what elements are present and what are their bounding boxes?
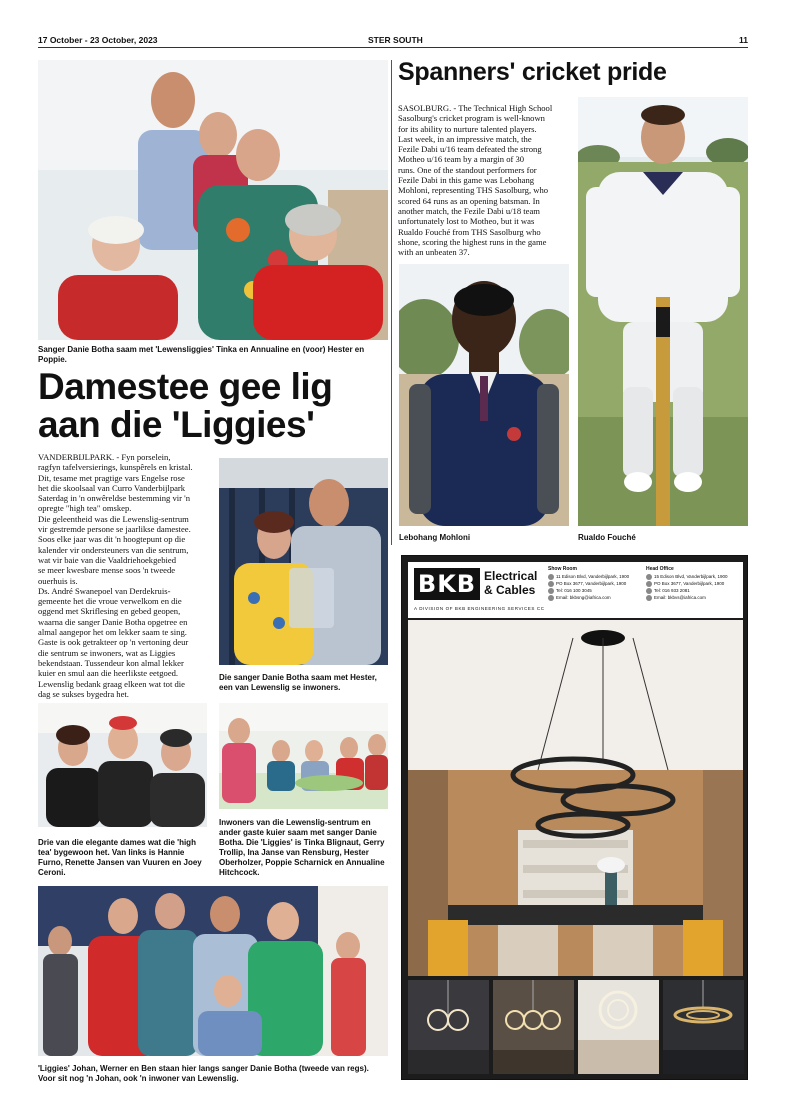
photo-singer-with-liggies bbox=[38, 60, 388, 340]
ad-header bbox=[408, 562, 743, 618]
body-line: Motheo u/16 team by a margin of 30 bbox=[398, 154, 525, 165]
bkb-advert[interactable] bbox=[401, 555, 748, 1080]
header-rule bbox=[38, 47, 748, 48]
photo1-caption: Sanger Danie Botha saam met 'Lewensliggies' Tinka en Annualine en (voor) Hester en Poppie. bbox=[38, 345, 365, 364]
location-icon bbox=[646, 574, 652, 580]
headline-line-1: Damestee gee lig bbox=[38, 366, 333, 407]
column-divider bbox=[391, 60, 392, 545]
body-line: waarna die sanger Danie Botha opgetree en bbox=[38, 616, 188, 627]
body-line: dag se sukses bygedra het. bbox=[38, 688, 129, 699]
body-line: unfortunately lost to Motheo, but it was bbox=[398, 216, 535, 227]
show-room-heading: Show Room bbox=[548, 566, 577, 572]
ad-thumb-pendant-4 bbox=[663, 980, 744, 1074]
body-line: Fezile Dabi in this game was Lebohang bbox=[398, 175, 535, 186]
show-room-email: Email: bkbsng@iafrica.com bbox=[556, 595, 611, 600]
body-line: Last week, in an impressive match, the bbox=[398, 133, 532, 144]
bkb-logo: BKB bbox=[414, 568, 480, 600]
show-room-po-box: PO Box 3677, Vanderbijlpark, 1900 bbox=[556, 581, 627, 586]
caption-lebohang: Lebohang Mohloni bbox=[399, 533, 471, 542]
body-line: Die geleentheid was die Lewenslig-sentrum bbox=[38, 513, 189, 524]
body-line: Sasolburg's cricket program is well-known bbox=[398, 113, 545, 124]
body-line: die sentrum se inwoners, wat as Liggies bbox=[38, 647, 176, 658]
ad-division: A DIVISION OF BKB ENGINEERING SERVICES CC bbox=[414, 606, 545, 611]
body-line: another match, the Fezile Dabi u/18 team bbox=[398, 205, 540, 216]
caption-rualdo: Rualdo Fouché bbox=[578, 533, 636, 542]
body-line: shone, scoring the highest runs in the game bbox=[398, 236, 547, 247]
mail-icon bbox=[548, 581, 554, 587]
body-line: runs. One of the standout performers for bbox=[398, 164, 537, 175]
page-number: 11 bbox=[739, 35, 748, 45]
phone-icon bbox=[548, 588, 554, 594]
email-icon bbox=[548, 595, 554, 601]
body-line: almal aangepor het om lekker saam te sing. bbox=[38, 627, 187, 638]
body-line: for its ability to nurture talented players. bbox=[398, 123, 537, 134]
cricket-headline: Spanners' cricket pride bbox=[398, 58, 667, 86]
photo4-caption: Inwoners van die Lewenslig-sentrum en ander gaste kuier saam met sanger Danie Botha. Die 'Liggies' is Tinka Blignaut, Gerry Trollip, Ina Janse van Rensburg, Hester Oberholzer, Poppie Scharnick en Annualine Hitchcock. bbox=[219, 818, 385, 877]
head-office-address: 15 Edison Blvd, Vanderbijlpark, 1900 bbox=[654, 574, 728, 579]
body-line: with an unbeaten 37. bbox=[398, 247, 470, 258]
body-line: het die skoolsaal van Curro Vanderbijlpark bbox=[38, 482, 186, 493]
body-line: se meer kwesbare mense soos 'n tweede bbox=[38, 565, 176, 576]
photo-lebohang-mohloni bbox=[399, 264, 569, 526]
brand-line-2: & Cables bbox=[484, 583, 536, 597]
ad-thumb-pendant-1 bbox=[408, 980, 489, 1074]
ad-main-image-dining-room bbox=[408, 620, 743, 976]
photo3-caption: Drie van die elegante dames wat die 'high tea' bygewoon het. Van links is Hannie Furno, Renette Jansen van Vuuren en Joey Ceroni. bbox=[38, 838, 202, 877]
phone-icon bbox=[646, 588, 652, 594]
head-office-contact bbox=[646, 566, 738, 601]
body-line: bekendstaan. Tussendeur kon almal lekker bbox=[38, 657, 184, 668]
show-room-contact bbox=[548, 566, 640, 601]
body-line: Saterdag in 'n onwêreldse bestemming vir 'n bbox=[38, 493, 191, 504]
page-header bbox=[38, 35, 748, 47]
head-office-email: Email: bkbvs@iafrica.com bbox=[654, 595, 706, 600]
headline-line-2: aan die 'Liggies' bbox=[38, 404, 315, 445]
head-office-heading: Head Office bbox=[646, 566, 674, 572]
body-line: ragfyn tafelversierings, kunspêrels en kristal. bbox=[38, 462, 193, 473]
body-line: Mohloni, representing THS Sasolburg, who bbox=[398, 185, 549, 196]
ad-brand-name bbox=[484, 569, 537, 597]
photo-rualdo-fouche bbox=[578, 97, 748, 526]
body-line: kuier en smul aan die heerlikste eetgoed. bbox=[38, 668, 179, 679]
publication-name: STER SOUTH bbox=[368, 35, 423, 45]
mail-icon bbox=[646, 581, 652, 587]
email-icon bbox=[646, 595, 652, 601]
photo-liggies-men-with-singer bbox=[38, 886, 388, 1056]
head-office-po-box: PO Box 3677, Vanderbijlpark, 1900 bbox=[654, 581, 725, 586]
body-line: gemeente het die vroue verwelkom en die bbox=[38, 596, 182, 607]
photo2-caption: Die sanger Danie Botha saam met Hester, een van Lewenslig se inwoners. bbox=[219, 673, 377, 692]
show-room-address: 11 Edison Blvd, Vanderbijlpark, 1900 bbox=[556, 574, 630, 579]
photo-three-ladies bbox=[38, 703, 207, 827]
photo-singer-with-hester bbox=[219, 458, 388, 665]
damestee-article-body bbox=[38, 452, 216, 699]
head-office-phone: Tel: 016 933 2081 bbox=[654, 588, 690, 593]
body-line: Gaste is ook getrakteer op 'n vertoning deur bbox=[38, 637, 189, 648]
body-line: VANDERBIJLPARK. - Fyn porselein, bbox=[38, 452, 171, 462]
show-room-phone: Tel: 016 100 3045 bbox=[556, 588, 592, 593]
ad-thumb-pendant-2 bbox=[493, 980, 574, 1074]
body-line: vir gestremde persone se jaarlikse damestee. bbox=[38, 524, 191, 535]
body-line: wat vir baie van die Vaaldriehoekgebied bbox=[38, 554, 177, 565]
photo-residents-at-tea bbox=[219, 703, 388, 809]
body-line: opregte "high tea" omskep. bbox=[38, 503, 132, 514]
body-line: oggend met Skriflesing en gebed geopen, bbox=[38, 606, 181, 617]
body-line: Lewenslig bedank graag elkeen wat tot die bbox=[38, 678, 185, 689]
body-line: ouerhuis is. bbox=[38, 575, 78, 586]
issue-date: 17 October - 23 October, 2023 bbox=[38, 35, 158, 45]
cricket-article-body bbox=[398, 103, 573, 257]
body-line: Soos elke jaar was dit 'n hoogtepunt op die bbox=[38, 534, 186, 545]
damestee-headline bbox=[38, 368, 388, 444]
body-line: Fezile Dabi u/16 team defeated the strong bbox=[398, 144, 542, 155]
body-line: kalender vir ondersteuners van die sentrum, bbox=[38, 544, 189, 555]
location-icon bbox=[548, 574, 554, 580]
body-line: Dit, tesame met pragtige vars Engelse rose bbox=[38, 472, 185, 483]
ad-thumb-pendant-3 bbox=[578, 980, 659, 1074]
brand-line-1: Electrical bbox=[484, 569, 538, 583]
body-line: Ds. André Swanepoel van Derdekruis- bbox=[38, 585, 171, 596]
body-line: SASOLBURG. - The Technical High School bbox=[398, 103, 553, 113]
body-line: scored 64 runs as an opening batsman. In bbox=[398, 195, 540, 206]
body-line: Rualdo Fouché from THS Sasolburg who bbox=[398, 226, 541, 237]
photo5-caption: 'Liggies' Johan, Werner en Ben staan hier langs sanger Danie Botha (tweede van regs). Voor sit nog 'n Johan, ook 'n inwoner van Lewenslig. bbox=[38, 1064, 369, 1083]
